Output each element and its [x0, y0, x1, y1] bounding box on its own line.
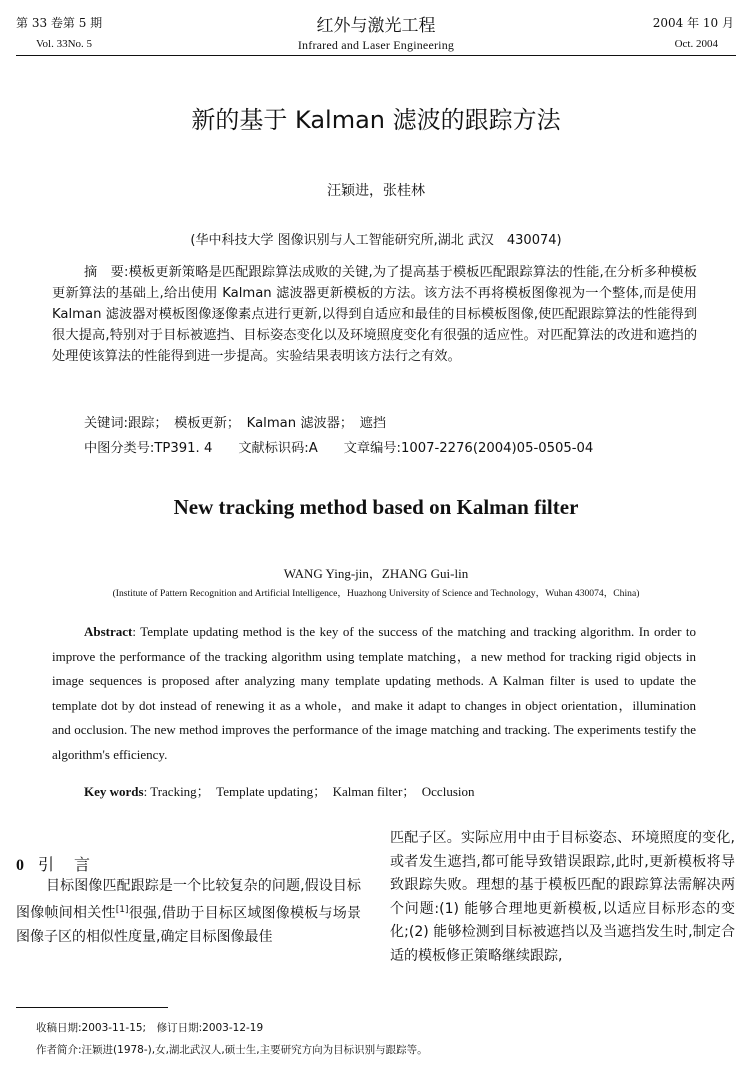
abstract-cn-label: 摘 要:	[84, 265, 129, 280]
header-rule	[16, 55, 736, 56]
affiliation-en: (Institute of Pattern Recognition and Artificial Intelligence，Huazhong University of Science and Technology，Wuhan 430074，China)	[112, 588, 640, 599]
document-code: 文献标识码:A	[238, 441, 318, 456]
body-text-after-ref: 很强,借助于目标区域图像模板与场景图像子区的相似性度量,确定目标图像最佳	[16, 905, 362, 945]
abstract-cn-text: 模板更新策略是匹配跟踪算法成败的关键,为了提高基于模板匹配跟踪算法的性能,在分析多种模板更新算法的基础上,给出使用 Kalman 滤波器更新模板的方法。该方法不再将模板图像视为一个整体,而是使用 Kalman 滤波器对模板图像逐像素点进行更新,以得到自适应和最佳的目标模板图像,使匹配跟踪算法的性能得到很大提高,特别对于目标被遮挡、目标姿态变化以及环境照度变化有很强的适应性。对匹配算法的改进和遮挡的处理使该算法的性能得到进一步提高。实验结果表明该方法行之有效。	[52, 265, 697, 364]
article-number: 文章编号:1007-2276(2004)05-0505-04	[343, 441, 594, 456]
authors-en: WANG Ying-jin，ZHANG Gui-lin	[283, 566, 469, 581]
header-issue-cn: 第 33 卷第 5 期	[16, 16, 103, 30]
section-number: 0	[16, 857, 24, 874]
footnote-author-bio: 作者简介:汪颖进(1978-),女,湖北武汉人,硕士生,主要研究方向为目标识别与跟踪等。	[36, 1044, 428, 1056]
abstract-en-text: : Template updating method is the key of the success of the matching and tracking algorithm. In order to improve the performance of the tracking algorithm using template matching，a new method for tracking rigid objects in image sequences is proposed after analyzing many template updating methods. A Kalman filter is used to update the template dot by dot instead of renewing it as a whole，and make it adapt to changes in object orientation，illumination and occlusion. The new method improves the performance of the image matching and tracking. The experiments testify the algorithm's efficiency.	[52, 624, 696, 762]
footnote-dates: 收稿日期:2003-11-15; 修订日期:2003-12-19	[36, 1022, 264, 1034]
paper-title-cn: 新的基于 Kalman 滤波的跟踪方法	[191, 106, 561, 134]
paper-title-en: New tracking method based on Kalman filter	[173, 495, 579, 519]
journal-name-cn: 红外与激光工程	[316, 16, 436, 36]
journal-name-en: Infrared and Laser Engineering	[297, 38, 455, 52]
body-column-left	[16, 875, 361, 949]
section-heading	[16, 852, 110, 875]
keywords-en-label: Key words	[84, 784, 144, 799]
classification-cn	[84, 437, 619, 456]
abstract-cn	[52, 262, 697, 367]
header-date-cn: 2004 年 10 月	[652, 16, 734, 30]
keywords-en	[84, 781, 475, 800]
authors-cn: 汪颖进，张桂林	[327, 183, 425, 199]
keywords-en-text: : Tracking； Template updating； Kalman filter； Occlusion	[143, 784, 475, 799]
header-issue-en: Vol. 33No. 5	[36, 38, 93, 50]
abstract-en-label: Abstract	[84, 624, 133, 639]
header-date-en: Oct. 2004	[674, 38, 718, 50]
clc-number: 中图分类号:TP391. 4	[84, 441, 213, 456]
keywords-cn: 关键词:跟踪； 模板更新； Kalman 滤波器； 遮挡	[84, 416, 387, 431]
footnote-rule	[16, 1007, 168, 1008]
abstract-en	[52, 620, 696, 768]
body-text-before-ref: 目标图像匹配跟踪是一个比较复杂的问题,假设目标图像帧间相关性	[16, 878, 361, 922]
affiliation-cn: (华中科技大学 图像识别与人工智能研究所,湖北 武汉 430074)	[190, 233, 562, 248]
body-column-right: 匹配子区。实际应用中由于目标姿态、环境照度的变化,或者发生遮挡,都可能导致错误跟踪,此时,更新模板将导致跟踪失败。理想的基于模板匹配的跟踪算法需解决两个问题:(1) 能够合理地更新模板,以适应目标形态的变化;(2) 能够检测到目标被遮挡以及当遮挡发生时,制定合适的模板修正策略继续跟踪,	[390, 830, 735, 964]
citation-ref: [1]	[115, 904, 129, 915]
section-title: 引言	[38, 855, 111, 874]
